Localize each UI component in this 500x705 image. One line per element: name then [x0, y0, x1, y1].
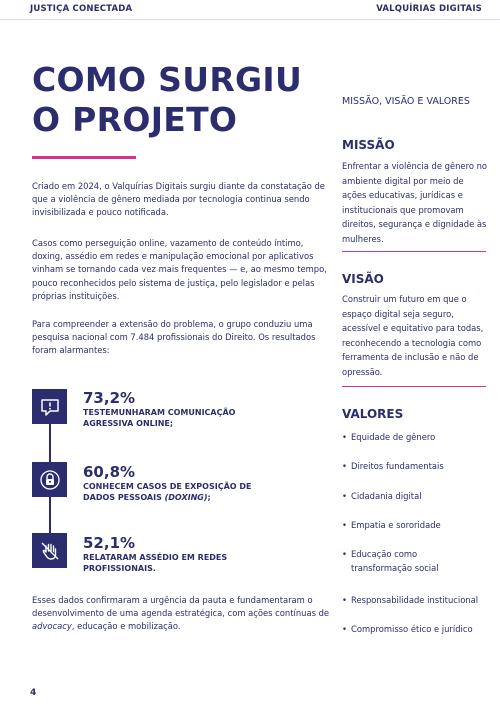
- intro-paragraph: Criado em 2024, o Valquírias Digitais surgiu diante da constatação de que a violência de gênero mediada por tecnologia continua sendo invisibilizada e pouco notificada.: [32, 181, 325, 218]
- stat-label-harassment: RELATARAM ASSÉDIO EM REDES PROFISSIONAIS.: [83, 553, 228, 573]
- values-list-item: • Educação como transformação social: [342, 549, 439, 573]
- conclusion-text-em: advocacy: [32, 621, 72, 632]
- header-divider: [0, 19, 500, 20]
- header-right-title: VALQUÍRIAS DIGITAIS: [376, 4, 482, 14]
- research-paragraph: Para compreender a extensão do problema, o grupo conduziu uma pesquisa nacional com 7.484 profissionais do Direito. Os resultados foram alarmantes:: [32, 319, 316, 356]
- bullet-icon: •: [342, 432, 347, 442]
- stat-value-harassment: 52,1%: [83, 534, 136, 552]
- stat-label-aggressive-communication: TESTEMUNHARAM COMUNICAÇÃO AGRESSIVA ONLINE;: [83, 408, 236, 428]
- values-list-item: • Empatia e sororidade: [342, 520, 441, 530]
- chat-alert-icon: [32, 389, 67, 424]
- page-title-line-2: O PROJETO: [32, 100, 238, 139]
- stat-value-doxing: 60,8%: [83, 463, 136, 481]
- stat-label-doxing-end: ;: [207, 492, 211, 502]
- page-title-line-1: COMO SURGIU: [32, 60, 303, 99]
- lock-icon: [32, 462, 67, 497]
- bullet-icon: •: [342, 461, 347, 471]
- title-underline: [32, 156, 136, 159]
- bullet-icon: •: [342, 595, 347, 605]
- bullet-icon: •: [342, 491, 347, 501]
- vision-divider: [342, 386, 486, 387]
- mission-divider: [342, 251, 486, 252]
- stat-label-doxing-text: CONHECEM CASOS DE EXPOSIÇÃO DE DADOS PESSOAIS: [83, 482, 252, 502]
- header-left-title: JUSTIÇA CONECTADA: [30, 4, 133, 14]
- mission-title: MISSÃO: [342, 138, 395, 152]
- vision-text: Construir um futuro em que o espaço digital seja seguro, acessível e equitativo para todas, reconhecendo a tecnologia como ferramenta de inclusão e não de opressão.: [342, 294, 484, 377]
- bullet-icon: •: [342, 624, 347, 634]
- sidebar-heading: MISSÃO, VISÃO E VALORES: [342, 96, 470, 107]
- conclusion-text-a: Esses dados confirmaram a urgência da pauta e fundamentaram o desenvolvimento de uma agenda estratégica, com ações contínuas de: [32, 595, 330, 619]
- conclusion-text-b: , educação e mobilização.: [71, 621, 181, 632]
- values-list-item: • Cidadania digital: [342, 491, 422, 501]
- page-title: [32, 60, 302, 140]
- stat-label-doxing-term: (DOXING): [164, 492, 208, 502]
- stat-label-doxing: [83, 482, 263, 503]
- bullet-icon: •: [342, 549, 347, 559]
- conclusion-paragraph: [32, 594, 331, 634]
- stat-value-aggressive-communication: 73,2%: [83, 389, 136, 407]
- values-list-item: • Responsabilidade institucional: [342, 595, 479, 605]
- page-number: 4: [30, 688, 37, 698]
- values-title: VALORES: [342, 407, 404, 421]
- mission-text: Enfrentar a violência de gênero no ambiente digital por meio de ações educativas, jurídicas e institucionais que promovam direitos, segurança e dignidade às mulheres.: [342, 161, 488, 244]
- stop-hand-icon: [32, 533, 67, 568]
- cases-paragraph: Casos como perseguição online, vazamento de conteúdo íntimo, doxing, assédio em redes e manipulação emocional por aplicativos vinham se tornando cada vez mais frequentes — e, ao mesmo tempo, pouco reconhecidos pelo sistema de justiça, pelo legislador e pelas próprias instituições.: [32, 238, 327, 301]
- values-list-item: • Direitos fundamentais: [342, 461, 444, 471]
- bullet-icon: •: [342, 520, 347, 530]
- vision-title: VISÃO: [342, 272, 384, 286]
- values-list-item: • Equidade de gênero: [342, 432, 436, 442]
- values-list-item: • Compromisso ético e jurídico: [342, 624, 473, 634]
